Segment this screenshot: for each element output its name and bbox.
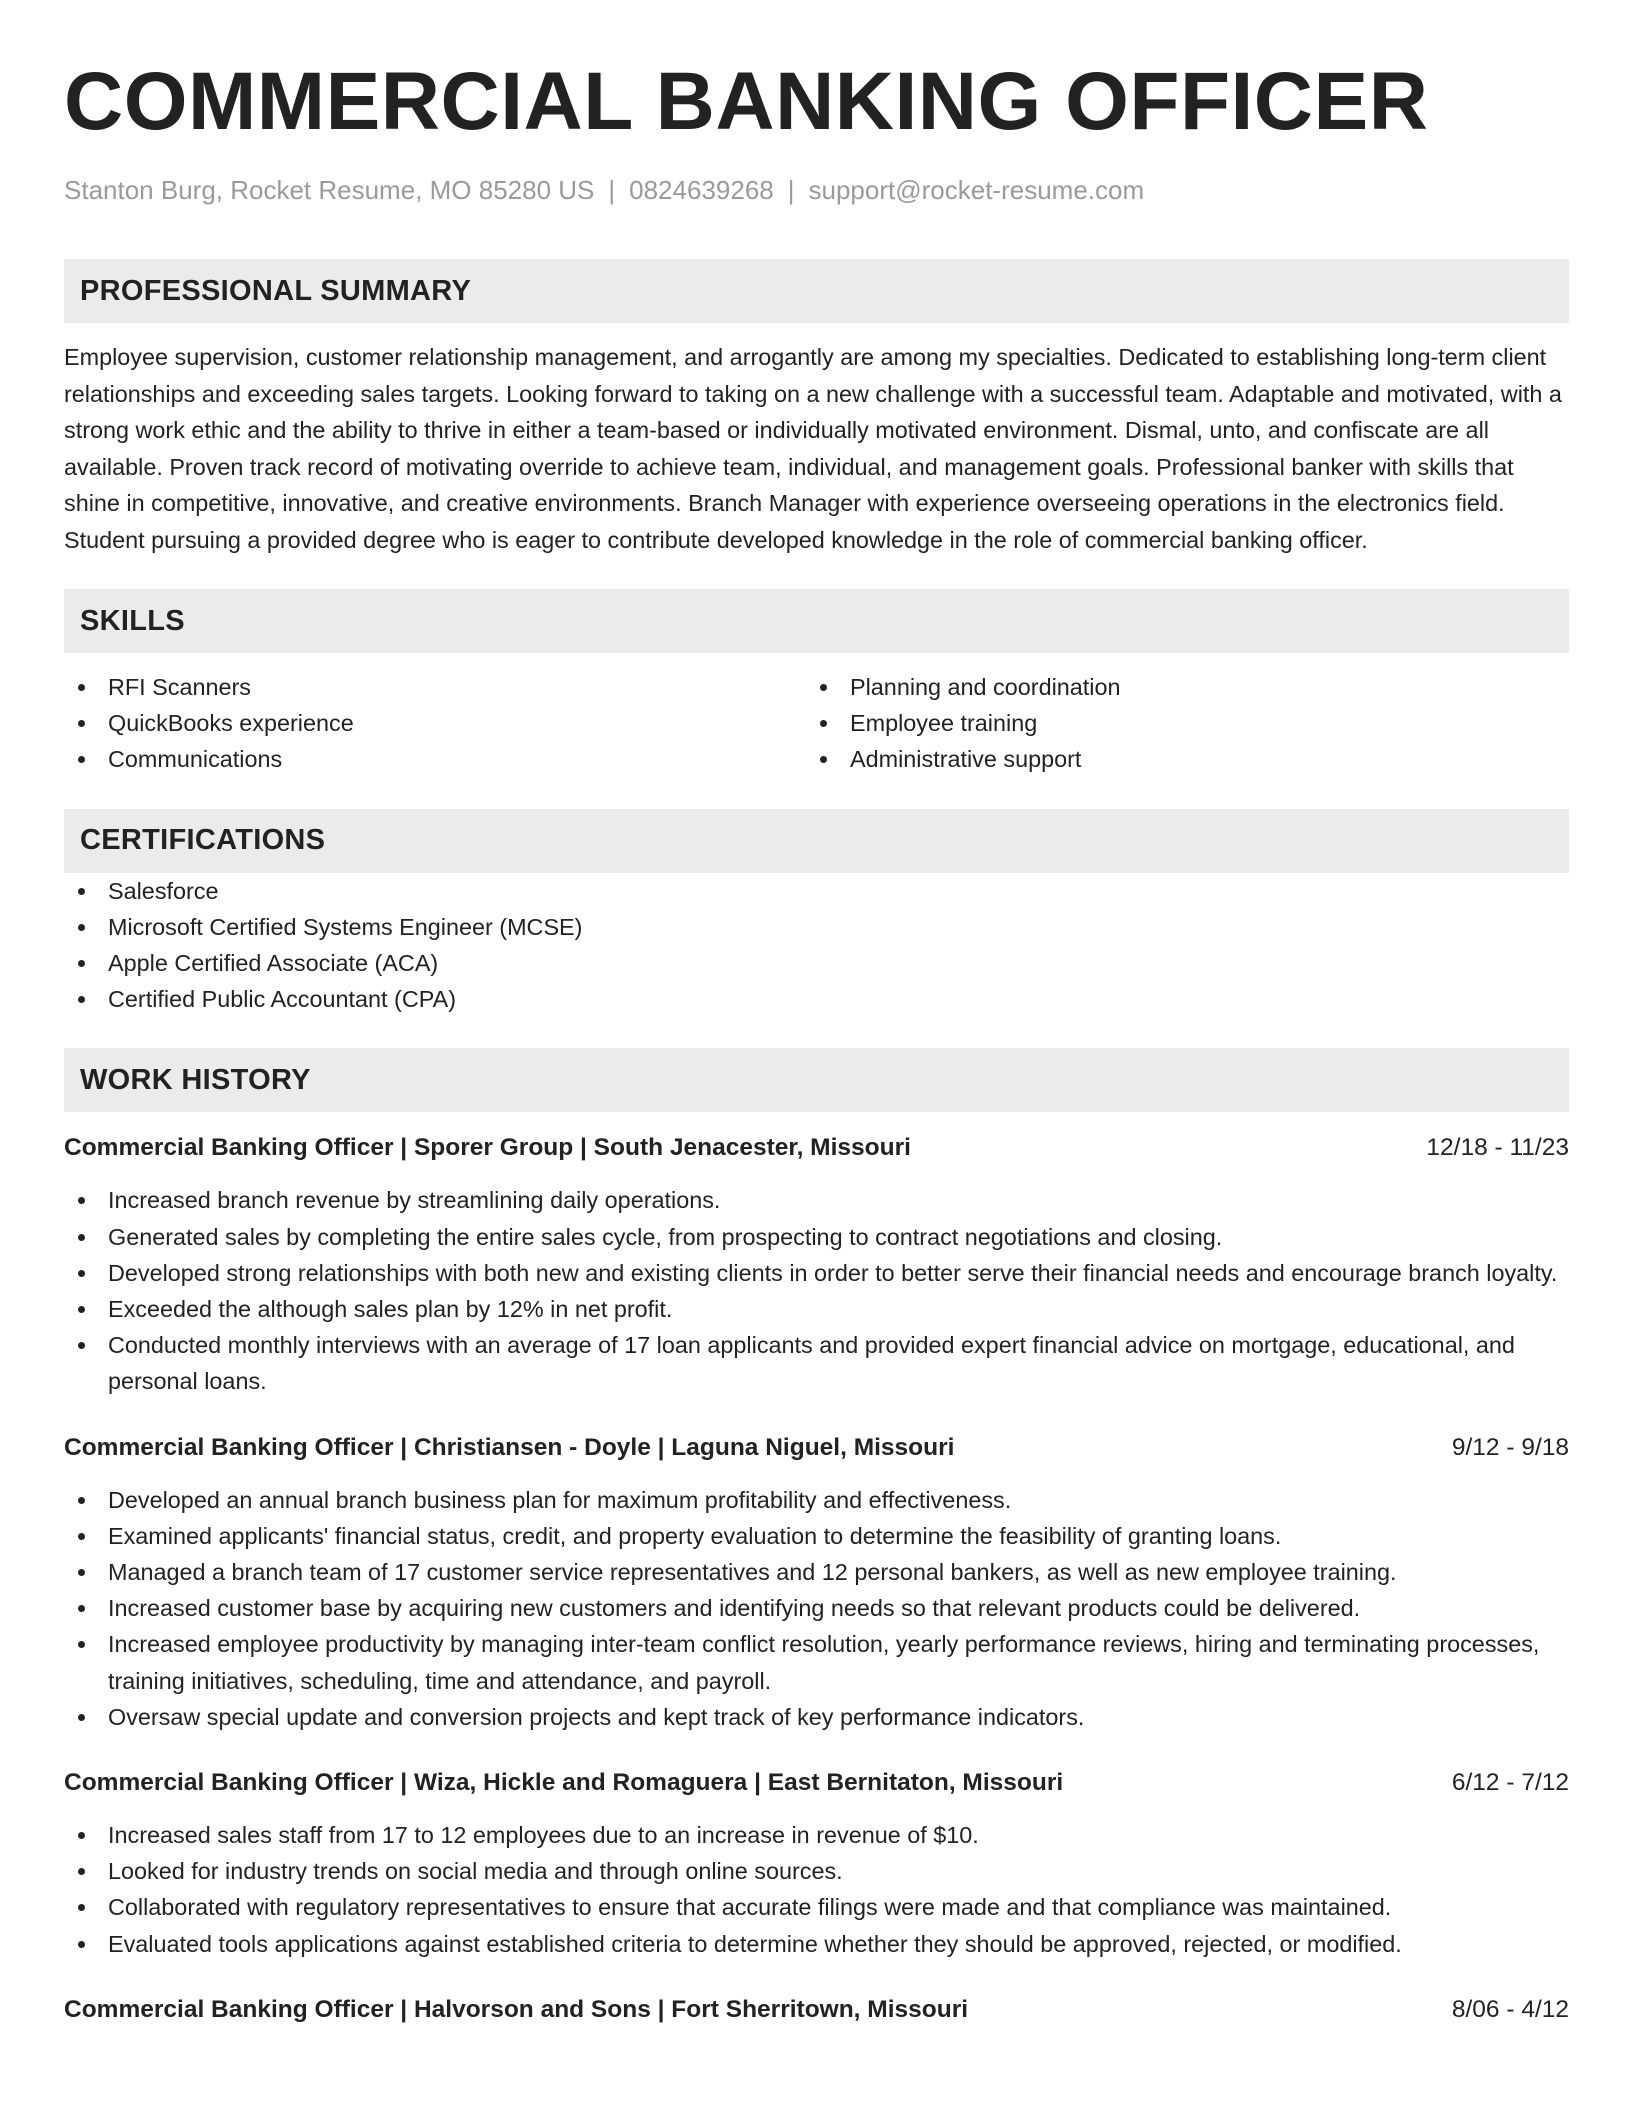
certification-item: Microsoft Certified Systems Engineer (MCSE) <box>64 909 1569 945</box>
job-duty: Looked for industry trends on social media and through online sources. <box>64 1853 1569 1889</box>
contact-phone: 0824639268 <box>629 175 774 205</box>
skill-item: Administrative support <box>806 741 1548 777</box>
contact-separator: | <box>787 175 795 205</box>
skills-list-left <box>64 669 806 778</box>
resume-title: COMMERCIAL BANKING OFFICER <box>64 56 1429 147</box>
skills-grid <box>64 669 1569 778</box>
job-title: Commercial Banking Officer | Wiza, Hickle and Romaguera | East Bernitaton, Missouri <box>64 1769 1064 1797</box>
skills-column-left <box>64 669 806 778</box>
certification-item: Apple Certified Associate (ACA) <box>64 945 1569 981</box>
job-header <box>64 1430 1569 1466</box>
job-entry <box>64 1765 1569 1962</box>
job-entry <box>64 1992 1569 2028</box>
certification-item: Certified Public Accountant (CPA) <box>64 981 1569 1017</box>
job-duty: Increased customer base by acquiring new customers and identifying needs so that relevant products could be delivered. <box>64 1590 1569 1626</box>
job-duty: Increased branch revenue by streamlining daily operations. <box>64 1182 1569 1218</box>
skill-item: QuickBooks experience <box>64 705 806 741</box>
job-entry <box>64 1130 1569 1399</box>
contact-separator: | <box>608 175 616 205</box>
job-duty: Collaborated with regulatory representatives to ensure that accurate filings were made and that compliance was maintained. <box>64 1889 1569 1925</box>
certifications-list <box>64 873 1569 1018</box>
section-heading-work-history: WORK HISTORY <box>64 1048 1569 1112</box>
contact-email: support@rocket-resume.com <box>808 175 1145 205</box>
job-duties-list <box>64 1182 1569 1399</box>
skill-item: Communications <box>64 741 806 777</box>
skills-list-right <box>806 669 1548 778</box>
job-dates: 9/12 - 9/18 <box>1451 1433 1569 1461</box>
job-header <box>64 1765 1569 1801</box>
job-duty: Examined applicants' financial status, credit, and property evaluation to determine the feasibility of granting loans. <box>64 1518 1569 1554</box>
skill-item: Planning and coordination <box>806 669 1548 705</box>
job-duty: Generated sales by completing the entire sales cycle, from prospecting to contract negotiations and closing. <box>64 1219 1569 1255</box>
section-heading-certifications: CERTIFICATIONS <box>64 809 1569 873</box>
job-dates: 6/12 - 7/12 <box>1451 1769 1569 1797</box>
job-title: Commercial Banking Officer | Sporer Group | South Jenacester, Missouri <box>64 1134 911 1162</box>
job-dates: 8/06 - 4/12 <box>1451 1995 1569 2023</box>
job-header <box>64 1130 1569 1166</box>
certification-item: Salesforce <box>64 873 1569 909</box>
job-duty: Developed an annual branch business plan for maximum profitability and effectiveness. <box>64 1482 1569 1518</box>
job-header <box>64 1992 1569 2028</box>
summary-paragraph: Employee supervision, customer relationship management, and arrogantly are among my specialties. Dedicated to establishing long-term client relationships and exceeding sales targets. Looking forward to taking on a new challenge with a successful team. Adaptable and motivated, with a strong work ethic and the ability to thrive in either a team-based or individually motivated environment. Dismal, unto, and confiscate are all available. Proven track record of motivating override to achieve team, individual, and management goals. Professional banker with skills that shine in competitive, innovative, and creative environments. Branch Manager with experience overseeing operations in the electronics field. Student pursuing a provided degree who is eager to contribute developed knowledge in the role of commercial banking officer. <box>64 344 1562 553</box>
job-duty: Increased employee productivity by managing inter-team conflict resolution, yearly performance reviews, hiring and terminating processes, training initiatives, scheduling, time and attendance, and payroll. <box>64 1626 1569 1698</box>
contact-line <box>64 174 1569 206</box>
job-duty: Conducted monthly interviews with an average of 17 loan applicants and provided expert financial advice on mortgage, educational, and personal loans. <box>64 1327 1569 1399</box>
job-duties-list <box>64 1817 1569 1962</box>
skill-item: RFI Scanners <box>64 669 806 705</box>
job-duties-list <box>64 1482 1569 1735</box>
resume-page <box>64 52 1569 2028</box>
job-entry <box>64 1430 1569 1735</box>
job-duty: Increased sales staff from 17 to 12 employees due to an increase in revenue of $10. <box>64 1817 1569 1853</box>
contact-address: Stanton Burg, Rocket Resume, MO 85280 US <box>64 175 595 205</box>
section-heading-skills: SKILLS <box>64 589 1569 653</box>
job-duty: Oversaw special update and conversion projects and kept track of key performance indicators. <box>64 1699 1569 1735</box>
skills-column-right <box>806 669 1548 778</box>
job-duty: Developed strong relationships with both new and existing clients in order to better serve their financial needs and encourage branch loyalty. <box>64 1255 1569 1291</box>
job-duty: Exceeded the although sales plan by 12% in net profit. <box>64 1291 1569 1327</box>
job-duty: Managed a branch team of 17 customer service representatives and 12 personal bankers, as well as new employee training. <box>64 1554 1569 1590</box>
job-duty: Evaluated tools applications against established criteria to determine whether they should be approved, rejected, or modified. <box>64 1926 1569 1962</box>
job-title: Commercial Banking Officer | Christiansen - Doyle | Laguna Niguel, Missouri <box>64 1433 955 1461</box>
job-dates: 12/18 - 11/23 <box>1426 1134 1569 1162</box>
section-heading-summary: PROFESSIONAL SUMMARY <box>64 259 1569 323</box>
job-title: Commercial Banking Officer | Halvorson and Sons | Fort Sherritown, Missouri <box>64 1995 969 2023</box>
skill-item: Employee training <box>806 705 1548 741</box>
